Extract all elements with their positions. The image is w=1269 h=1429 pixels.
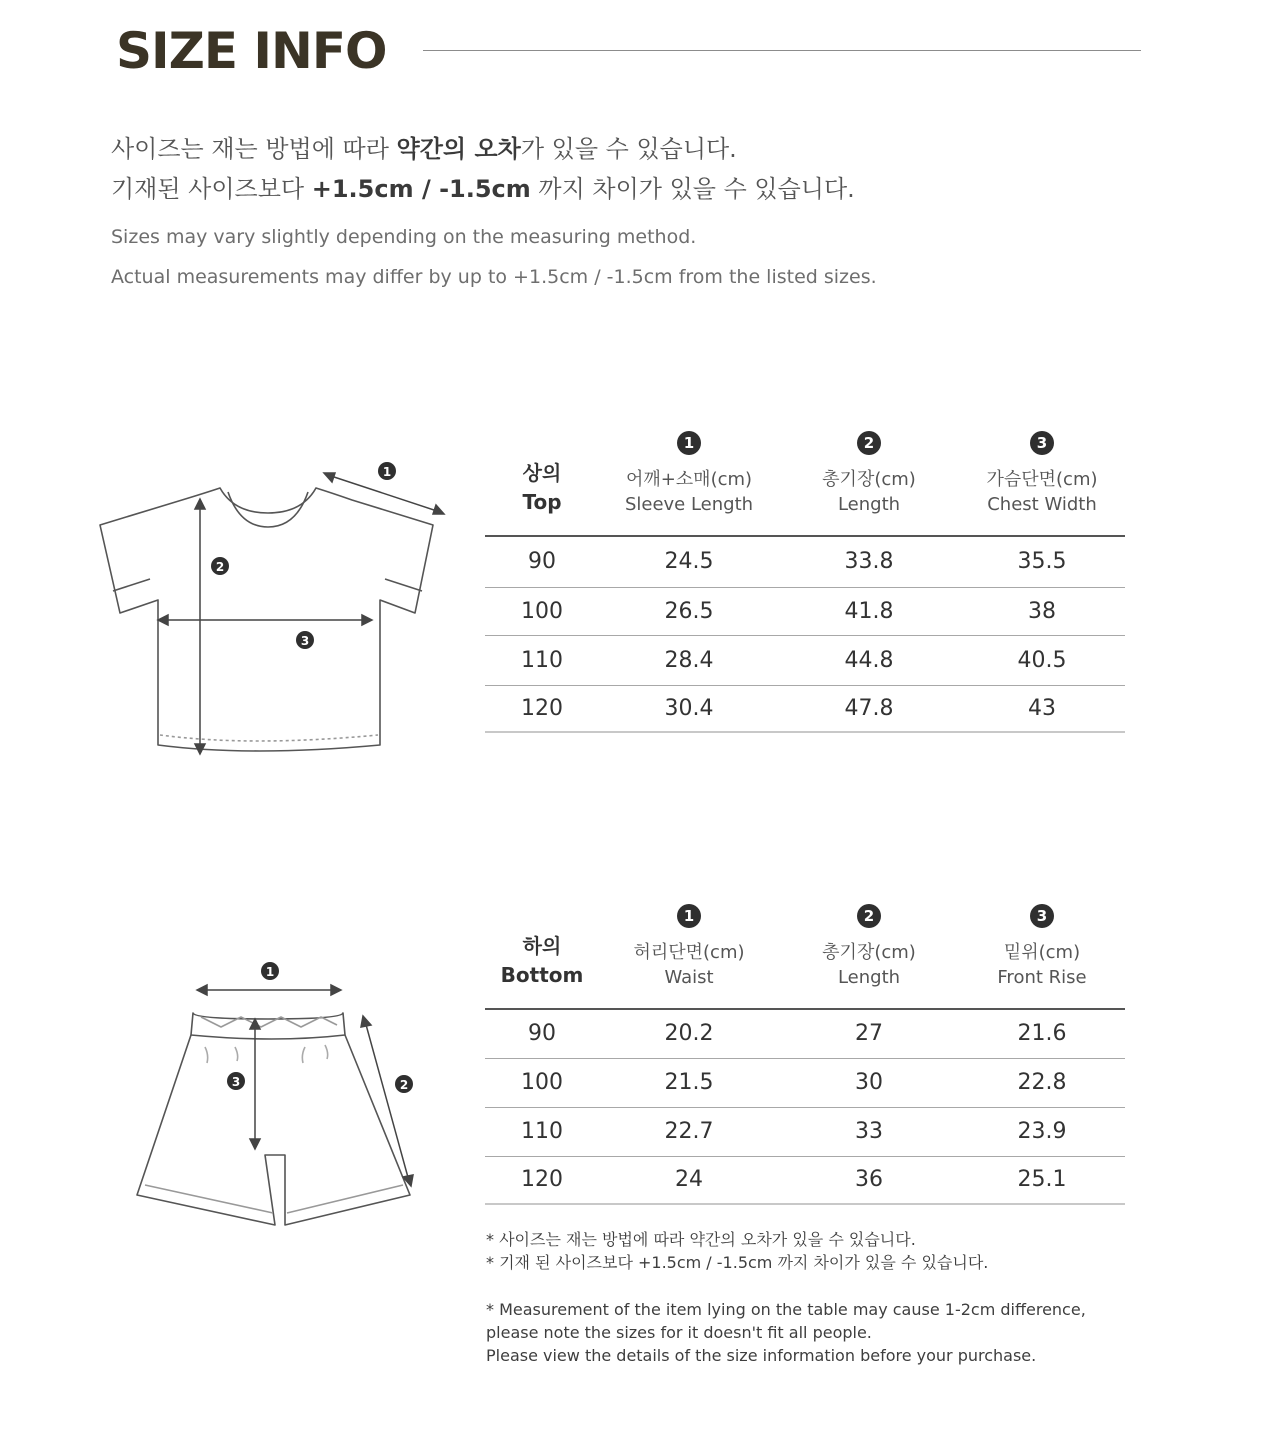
intro-kr-2-emphasis: +1.5cm / -1.5cm: [311, 175, 531, 203]
size-cell: 100: [485, 1058, 599, 1107]
intro-en-line-2: Actual measurements may differ by up to +1.5cm / -1.5cm from the listed sizes.: [111, 266, 877, 288]
top-col-chest-en: Chest Width: [987, 494, 1097, 515]
value-cell: 21.6: [959, 1009, 1125, 1058]
intro-kr-line-2: [111, 169, 855, 204]
table-row: [485, 536, 1125, 587]
marker-3-badge: 3: [1030, 431, 1054, 455]
value-cell: 41.8: [779, 587, 959, 635]
bottom-col-waist-en: Waist: [664, 967, 714, 988]
table-row: [485, 1156, 1125, 1204]
value-cell: 33: [779, 1107, 959, 1156]
top-col-sleeve-en: Sleeve Length: [624, 494, 754, 515]
value-cell: 25.1: [959, 1156, 1125, 1204]
tshirt-diagram: [90, 455, 455, 770]
title-divider: [423, 50, 1141, 51]
page-title: SIZE INFO: [116, 22, 387, 80]
top-table-header-row: [485, 431, 1125, 536]
bottom-col-length: [779, 904, 959, 1009]
bottom-col-rise-en: Front Rise: [997, 967, 1087, 988]
size-cell: 90: [485, 536, 599, 587]
top-category-kr: 상의: [522, 461, 562, 485]
svg-text:2: 2: [399, 1078, 409, 1092]
value-cell: 38: [959, 587, 1125, 635]
size-cell: 90: [485, 1009, 599, 1058]
value-cell: 24.5: [599, 536, 779, 587]
value-cell: 44.8: [779, 635, 959, 685]
value-cell: 36: [779, 1156, 959, 1204]
top-col-sleeve: [599, 431, 779, 536]
intro-kr-2-text: 기재된 사이즈보다: [111, 175, 312, 203]
svg-text:3: 3: [231, 1075, 241, 1089]
bottom-category-cell: [485, 904, 599, 1009]
top-col-length-en: Length: [837, 494, 901, 515]
value-cell: 47.8: [779, 685, 959, 732]
value-cell: 22.8: [959, 1058, 1125, 1107]
bottom-col-length-kr: 총기장(cm): [822, 942, 916, 963]
value-cell: 23.9: [959, 1107, 1125, 1156]
value-cell: 28.4: [599, 635, 779, 685]
bottom-table-header-row: [485, 904, 1125, 1009]
marker-2-badge: 2: [857, 904, 881, 928]
svg-text:3: 3: [300, 634, 310, 648]
value-cell: 27: [779, 1009, 959, 1058]
note-en-line: Please view the details of the size information before your purchase.: [486, 1346, 1037, 1365]
intro-kr-1-text: 사이즈는 재는 방법에 따라: [111, 135, 397, 163]
marker-3-badge: 3: [1030, 904, 1054, 928]
intro-kr-line-1: [111, 129, 737, 164]
bottom-col-rise: [959, 904, 1125, 1009]
value-cell: 26.5: [599, 587, 779, 635]
table-row: [485, 587, 1125, 635]
value-cell: 30.4: [599, 685, 779, 732]
bottom-col-length-en: Length: [837, 967, 901, 988]
bottom-col-waist-kr: 허리단면(cm): [633, 942, 745, 963]
notes-en: [486, 1298, 1086, 1367]
intro-kr-1-emphasis: 약간의 오차: [396, 135, 521, 163]
table-row: [485, 1058, 1125, 1107]
value-cell: 21.5: [599, 1058, 779, 1107]
top-category-cell: [485, 431, 599, 536]
intro-en-line-1: Sizes may vary slightly depending on the measuring method.: [111, 226, 697, 248]
table-row: [485, 685, 1125, 732]
size-cell: 110: [485, 1107, 599, 1156]
bottom-col-rise-kr: 밑위(cm): [1003, 942, 1081, 963]
notes-kr: [486, 1228, 988, 1274]
marker-1-badge: 1: [677, 904, 701, 928]
top-col-chest-kr: 가슴단면(cm): [986, 469, 1098, 490]
bottom-size-table: [485, 904, 1125, 1205]
size-cell: 110: [485, 635, 599, 685]
value-cell: 20.2: [599, 1009, 779, 1058]
shorts-diagram: [125, 955, 430, 1240]
bottom-category-en: Bottom: [500, 963, 584, 987]
top-size-table: [485, 431, 1125, 733]
size-cell: 120: [485, 685, 599, 732]
size-cell: 120: [485, 1156, 599, 1204]
note-en-line: * Measurement of the item lying on the table may cause 1-2cm difference,: [486, 1300, 1086, 1319]
value-cell: 33.8: [779, 536, 959, 587]
top-category-en: Top: [522, 490, 562, 514]
table-row: [485, 1107, 1125, 1156]
value-cell: 22.7: [599, 1107, 779, 1156]
top-col-length-kr: 총기장(cm): [822, 469, 916, 490]
top-col-sleeve-kr: 어깨+소매(cm): [625, 469, 753, 490]
value-cell: 43: [959, 685, 1125, 732]
note-kr-line: * 기재 된 사이즈보다 +1.5cm / -1.5cm 까지 차이가 있을 수 있습니다.: [486, 1253, 989, 1272]
bottom-category-kr: 하의: [522, 934, 562, 958]
intro-kr-2-text-end: 까지 차이가 있을 수 있습니다.: [530, 175, 855, 203]
note-kr-line: * 사이즈는 재는 방법에 따라 약간의 오차가 있을 수 있습니다.: [486, 1230, 916, 1249]
svg-text:1: 1: [382, 465, 392, 479]
marker-2-badge: 2: [857, 431, 881, 455]
value-cell: 24: [599, 1156, 779, 1204]
value-cell: 40.5: [959, 635, 1125, 685]
size-cell: 100: [485, 587, 599, 635]
bottom-col-waist: [599, 904, 779, 1009]
marker-1-badge: 1: [677, 431, 701, 455]
intro-kr-1-text-end: 가 있을 수 있습니다.: [520, 135, 737, 163]
table-row: [485, 635, 1125, 685]
value-cell: 30: [779, 1058, 959, 1107]
svg-text:1: 1: [265, 965, 275, 979]
value-cell: 35.5: [959, 536, 1125, 587]
top-col-chest: [959, 431, 1125, 536]
top-col-length: [779, 431, 959, 536]
note-en-line: please note the sizes for it doesn't fit all people.: [486, 1323, 872, 1342]
table-row: [485, 1009, 1125, 1058]
svg-text:2: 2: [215, 560, 225, 574]
